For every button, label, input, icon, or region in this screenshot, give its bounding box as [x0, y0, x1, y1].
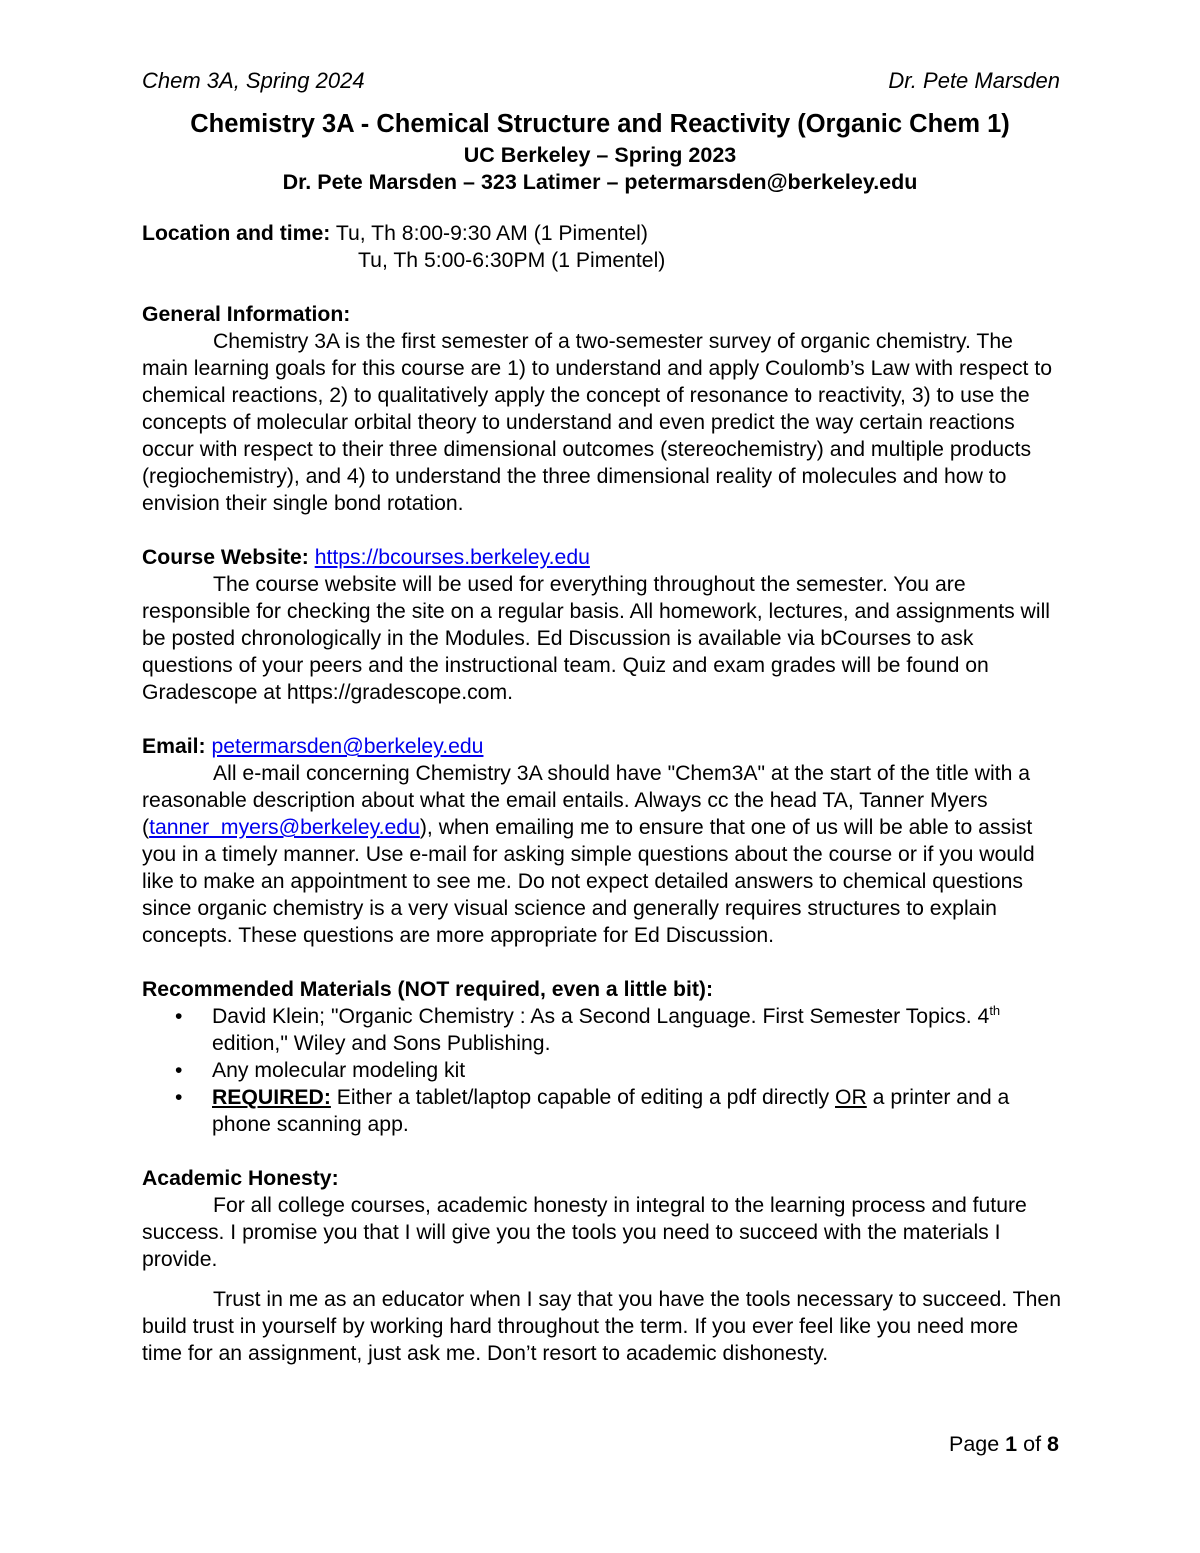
email-paragraph-text-1: All e-mail concerning Chemistry 3A should have "Chem3A" at the start of the title with a reasonable description about what the email entails. Always cc the head TA, Tanner Myers ( — [142, 762, 1031, 839]
course-website-paragraph: The course website will be used for everything throughout the semester. You are responsible for checking the site on a regular basis. All homework, lectures, and assignments will be posted chronologically in the Modules. Ed Discussion is available via bCourses to ask questions of your peers and the instructional team. Quiz and exam grades will be found on Gradescope at https://gradescope.com. — [142, 573, 1050, 704]
document-title: Chemistry 3A - Chemical Structure and Reactivity (Organic Chem 1) — [190, 110, 1010, 138]
location-time-2: Tu, Th 5:00-6:30PM (1 Pimentel) — [358, 249, 666, 272]
materials-item-text: David Klein; "Organic Chemistry : As a Second Language. First Semester Topics. 4 — [212, 1005, 990, 1028]
running-header-course: Chem 3A, Spring 2024 — [142, 68, 365, 93]
general-info-paragraph: Chemistry 3A is the first semester of a two-semester survey of organic chemistry. The main learning goals for this course are 1) to understand and apply Coulomb’s Law with respect to chemical reactions, 2) to qualitatively apply the concept of resonance to reactivity, 3) to use the concepts of molecular orbital theory to understand and even predict the way certain reactions occur with respect to their three dimensional outcomes (stereochemistry) and multiple products (regiochemistry), and 4) to understand the three dimensional reality of molecules and how to envision their single bond rotation. — [142, 330, 1052, 515]
location-line-1 — [142, 220, 1062, 247]
running-header-instructor: Dr. Pete Marsden — [888, 68, 1060, 93]
academic-honesty-heading: Academic Honesty: — [142, 1167, 339, 1190]
bullet-icon: • — [175, 1005, 183, 1028]
materials-list — [142, 1003, 1062, 1138]
location-time-1: Tu, Th 8:00-9:30 AM (1 Pimentel) — [330, 222, 648, 245]
email-line — [142, 733, 1062, 760]
page-number-total: 8 — [1047, 1432, 1059, 1456]
bullet-icon: • — [175, 1059, 183, 1082]
required-label: REQUIRED: — [212, 1086, 331, 1109]
course-website-line — [142, 544, 1062, 571]
materials-item-modeling-kit — [142, 1057, 1062, 1084]
materials-heading: Recommended Materials (NOT required, even a little bit): — [142, 978, 714, 1001]
academic-honesty-paragraph-1: For all college courses, academic honesty in integral to the learning process and future success. I promise you that I will give you the tools you need to succeed with the materials I provide. — [142, 1194, 1027, 1271]
page-number-of: of — [1017, 1432, 1048, 1456]
academic-honesty-paragraph-2: Trust in me as an educator when I say that you have the tools necessary to succeed. Then build trust in yourself by working hard throughout the term. If you ever feel like you need more time for an assignment, just ask me. Don’t resort to academic dishonesty. — [142, 1288, 1061, 1365]
document-subtitle-institution: UC Berkeley – Spring 2023 — [463, 143, 737, 167]
email-label: Email: — [142, 735, 206, 758]
course-website-link[interactable]: https://bcourses.berkeley.edu — [314, 546, 590, 569]
page-number-current: 1 — [1005, 1432, 1018, 1456]
materials-item-text: Either a tablet/laptop capable of editing a pdf directly — [330, 1086, 836, 1109]
materials-item-text: Any molecular modeling kit — [212, 1059, 466, 1082]
instructor-email-link[interactable]: petermarsden@berkeley.edu — [211, 735, 484, 758]
bullet-icon: • — [175, 1086, 183, 1109]
email-paragraph-text-2: ), when emailing me to ensure that one of us will be able to assist you in a timely manner. Use e-mail for asking simple questions about the course or if you would like to make an appointment to see me. Do not expect detailed answers to chemical questions since organic chemistry is a very visual science and generally requires structures to explain concepts. These questions are more appropriate for Ed Discussion. — [142, 816, 1035, 947]
email-paragraph — [142, 760, 1062, 949]
materials-item-text: edition," Wiley and Sons Publishing. — [212, 1032, 551, 1055]
document-subtitle-contact: Dr. Pete Marsden – 323 Latimer – petermarsden@berkeley.edu — [282, 170, 918, 194]
materials-item-text: a printer and a phone scanning app. — [212, 1086, 1010, 1136]
page-number — [949, 1432, 1059, 1457]
course-website-label: Course Website: — [142, 546, 309, 569]
page-number-prefix: Page — [948, 1432, 1006, 1456]
materials-item-textbook — [142, 1003, 1062, 1057]
or-emphasis: OR — [835, 1086, 867, 1109]
edition-superscript: th — [989, 1003, 1001, 1018]
location-label: Location and time: — [142, 222, 331, 245]
materials-item-required-device — [142, 1084, 1062, 1138]
ta-email-link[interactable]: tanner_myers@berkeley.edu — [149, 816, 420, 839]
document-body — [142, 220, 1062, 1367]
general-info-heading: General Information: — [142, 303, 351, 326]
